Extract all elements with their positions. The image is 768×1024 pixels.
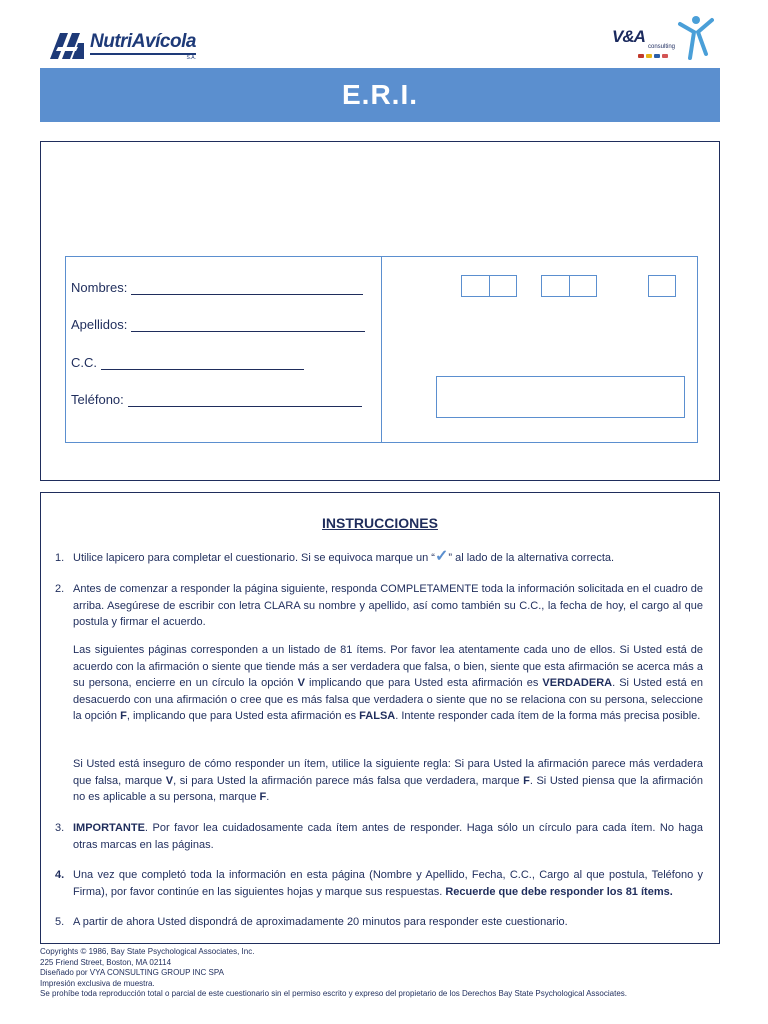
instructions-title: INSTRUCCIONES (322, 515, 438, 531)
instruction-1-text-a: Utilice lapicero para completar el cuestionario. Si se equivoca marque un “ (73, 552, 435, 564)
flags-icon (638, 54, 668, 58)
date-month-box[interactable] (541, 275, 597, 297)
instruction-2: Antes de comenzar a responder la página siguiente, responda COMPLETAMENTE toda la información solicitada en el cuadro de arriba. Asegúrese de escribir con letra CLARA su nombre y apellido, así como también su C.C., la fecha de hoy, el cargo al que postula y firmar el acuerdo. (73, 583, 703, 628)
logo-name: NutriAvícola (90, 31, 196, 55)
telefono-field[interactable] (71, 392, 362, 407)
instruction-2-detail (73, 642, 703, 725)
date-year-box[interactable] (648, 275, 676, 297)
instruction-5: A partir de ahora Usted dispondrá de aproximadamente 20 minutos para responder este cuestionario. (73, 916, 568, 928)
apellidos-input-line[interactable] (131, 318, 365, 332)
instruction-2-rule-text: Si Usted está inseguro de cómo responder un ítem, utilice la siguiente regla: Si para Usted la afirmación parece más verdadera que falsa, marque (73, 758, 703, 787)
instruction-3-text: . Por favor lea cuidadosamente cada ítem antes de responder. Haga sólo un círculo para cada ítem. No haga otras marcas en las páginas. (73, 822, 703, 851)
cc-field[interactable] (71, 355, 304, 370)
telefono-input-line[interactable] (128, 393, 362, 407)
footer-line: Diseñado por VYA CONSULTING GROUP INC SPA (40, 968, 224, 978)
item-number: 2. (55, 583, 65, 595)
nombres-input-line[interactable] (131, 281, 363, 295)
nombres-field[interactable] (71, 280, 363, 295)
option-f: F (259, 791, 267, 803)
instruction-2-rule-text: . Si Usted piensa que la afirmación no es aplicable a su persona, marque (73, 774, 703, 803)
instruction-3 (73, 820, 703, 853)
instruction-4-text: Una vez que completó toda la información en esta página (Nombre y Apellido, Fecha, C.C., Cargo al que postula, Teléfono y Firma), por favor continúe en las siguientes hojas y marque sus respuestas. (73, 869, 703, 898)
checkmark-icon: ✓ (434, 548, 449, 565)
signature-box[interactable] (436, 376, 685, 418)
option-v: V (165, 774, 174, 787)
instruction-4 (73, 867, 703, 900)
instruction-2-rule (73, 756, 703, 806)
item-number: 5. (55, 916, 65, 928)
item-number: 1. (55, 552, 65, 564)
instruction-2-detail-text: Las siguientes páginas corresponden a un listado de 81 ítems. Por favor lea atentamente cada uno de ellos. Si Usted está de acuerdo con la afirmación o siente que tiende más a ser verdadera que falsa, o bien, siente que esta afirmación se acerca más a su persona, encierre en un círculo la opción (73, 644, 703, 689)
instruction-2-detail-text: implicando que para Usted esta afirmación es (304, 677, 543, 689)
page-title: E.R.I. (40, 68, 720, 122)
va-logo-sub: consulting (648, 44, 676, 50)
item-number: 4. (55, 869, 65, 881)
copyright-footer (40, 947, 740, 1000)
option-v: V (297, 677, 305, 689)
instruction-2-rule-text: , si para Usted la afirmación parece más falsa que verdadera, marque (173, 774, 524, 787)
cc-label: C.C. (71, 355, 97, 370)
va-logo-text: V&A (612, 27, 645, 46)
item-number: 3. (55, 822, 65, 834)
verdadera-label: VERDADERA (542, 677, 613, 689)
cc-input-line[interactable] (101, 356, 304, 370)
instruction-2-detail-text: . Si Usted está en desacuerdo con una afirmación o cree que es más falsa que verdadera o siente que no se relaciona con su persona, seleccione la opción (73, 677, 703, 722)
person-figure-icon (676, 14, 714, 60)
apellidos-field[interactable] (71, 317, 365, 332)
instruction-2-detail-text: , implicando que para Usted esta afirmación es (126, 710, 360, 722)
logo-suffix: S.A. (186, 55, 196, 61)
telefono-label: Teléfono: (71, 392, 124, 407)
instruction-2-detail-text: . Intente responder cada ítem de la forma más precisa posible. (395, 710, 701, 722)
nutriavicola-logo-icon (48, 31, 86, 61)
falsa-label: FALSA (359, 710, 396, 722)
instruction-1-text-b: ” al lado de la alternativa correcta. (448, 552, 615, 564)
footer-line: 225 Friend Street, Boston, MA 02114 (40, 957, 172, 967)
footer-line: Se prohíbe toda reproducción total o parcial de este cuestionario sin el permiso escrito y expreso del propietario de los Derechos Bay State Psychological Associates. (40, 989, 627, 999)
instruction-2-rule-text: . (266, 791, 270, 803)
footer-line: Copyrights © 1986, Bay State Psychological Associates, Inc. (40, 947, 255, 956)
nutriavicola-logo (48, 30, 196, 62)
nombres-label: Nombres: (71, 280, 128, 295)
instruction-4-emphasis: Recuerde que debe responder los 81 ítems. (445, 885, 673, 898)
date-day-box[interactable] (461, 275, 517, 297)
option-f: F (120, 710, 127, 722)
important-label: IMPORTANTE (73, 822, 145, 834)
apellidos-label: Apellidos: (71, 317, 128, 332)
va-consulting-logo (612, 14, 716, 64)
instruction-1 (73, 550, 703, 567)
option-f: F (523, 774, 530, 787)
footer-line: Impresión exclusiva de muestra. (40, 978, 155, 988)
